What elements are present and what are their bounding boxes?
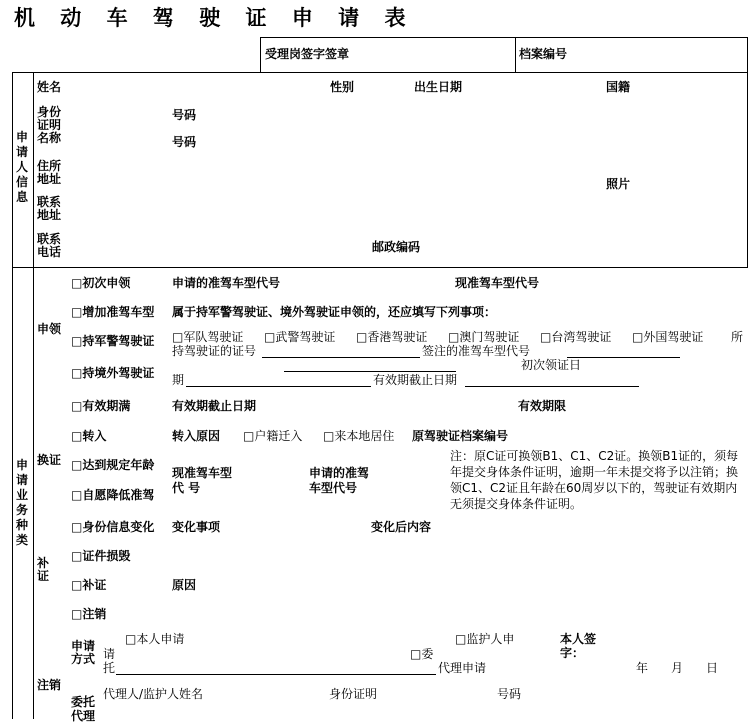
expired-checkbox[interactable]: □有效期满 [71,399,131,413]
first-apply-checkbox[interactable]: □初次申领 [71,276,131,290]
local-residence-checkbox[interactable]: □来本地居住 [323,429,395,443]
number-label-1: 号码 [172,108,197,122]
section-label-divider [33,72,34,719]
reason-label: 原因 [172,578,197,592]
self-sign-label: 本人签字： [560,632,597,660]
reissue-group-label: 补证 [37,556,50,583]
header-mid-line [515,37,516,72]
outer-left-line [12,72,13,719]
commission-checkbox[interactable]: □委 [410,647,434,661]
contact-address-label: 联系地址 [37,195,62,222]
license-type-hongkong[interactable]: □香港驾驶证 [356,330,428,344]
cancel-checkbox[interactable]: □注销 [71,607,107,621]
military-license-checkbox[interactable]: □持军警驾驶证 [71,334,155,348]
id-change-checkbox[interactable]: □身份信息变化 [71,520,155,534]
household-in-checkbox[interactable]: □户籍迁入 [243,429,303,443]
name-label: 姓名 [37,80,62,94]
held-license-no-line [262,357,420,358]
entrust-label-2: 托 [103,661,116,675]
requested-class-label: 申请的准驾车型代号 [172,276,281,290]
valid-until-line [465,386,639,387]
license-type-macau[interactable]: □澳门驾驶证 [448,330,520,344]
voluntary-downgrade-checkbox[interactable]: □自愿降低准驾 [71,488,155,502]
photo-label: 照片 [606,177,631,191]
staff-sign-label: 受理岗签字签章 [265,47,350,61]
valid-period-label: 有效期限 [518,399,567,413]
requested-class-2a-label: 申请的准驾 [309,466,370,480]
header-left-line [260,37,261,72]
day-label: 日 [706,661,719,675]
agent-apply-label: 代理申请 [438,661,487,675]
id-doc-name-label: 身份证明名称 [37,105,62,145]
current-class-2b-label: 代 号 [172,481,201,495]
license-type-taiwan[interactable]: □台湾驾驶证 [540,330,612,344]
current-class-2a-label: 现准驾车型 [172,466,233,480]
applicant-section-label: 申请人信息 [15,130,28,204]
after-change-label: 变化后内容 [371,520,432,534]
endorsed-class-line [567,357,680,358]
self-apply-checkbox[interactable]: □本人申请 [125,632,185,646]
apply-method-label: 申请方式 [71,639,96,666]
transfer-checkbox[interactable]: □转入 [71,429,107,443]
archive-no-label: 档案编号 [519,47,568,61]
outer-right-line [747,37,748,268]
number-label-2: 号码 [172,135,197,149]
year-label: 年 [636,661,649,675]
business-section-label: 申请业务种类 [15,458,28,547]
renew-group-label: 换证 [37,453,62,467]
birth-date-label: 出生日期 [414,80,463,94]
valid-until-label: 有效期截止日期 [373,373,458,387]
original-archive-label: 原驾驶证档案编号 [412,429,509,443]
cancel-group-label: 注销 [37,678,62,692]
add-class-checkbox[interactable]: □增加准驾车型 [71,305,155,319]
foreign-license-checkbox[interactable]: □持境外驾驶证 [71,366,155,380]
entrust-line [116,674,436,675]
agent-section-label: 委托代理 [71,695,96,723]
age-reached-checkbox[interactable]: □达到规定年龄 [71,458,155,472]
first-issue-date-line [186,386,371,387]
postal-code-label: 邮政编码 [372,240,421,254]
downgrade-note: 注：原C证可换领B1、C1、C2证。换领B1证的，须每年提交身体条件证明，逾期一年未提交将予以注销；换领C1、C2证且年龄在60周岁以下的，驾驶证有效期内无须提交身体条件证明。 [450,449,739,511]
endorsed-class-label: 签注的准驾车型代号 [422,344,531,358]
damaged-checkbox[interactable]: □证件损毁 [71,549,131,563]
license-type-army[interactable]: □军队驾驶证 [172,330,244,344]
transfer-reason-label: 转入原因 [172,429,221,443]
nationality-label: 国籍 [606,80,631,94]
guardian-apply-checkbox[interactable]: □监护人申 [455,632,515,646]
agent-id-proof-label: 身份证明 [329,687,378,701]
requested-class-2b-label: 车型代号 [309,481,358,495]
military-note: 属于持军警驾驶证、境外驾驶证申领的，还应填写下列事项： [172,305,497,319]
license-type-armed-police[interactable]: □武警驾驶证 [264,330,336,344]
foreign-license-line [284,371,456,372]
held-license-prefix: 所 [731,330,744,344]
first-issue-date-label-2: 期 [172,373,185,387]
held-license-no-label: 持驾驶证的证号 [172,344,257,358]
first-issue-date-label: 初次领证日 [521,358,582,372]
license-type-foreign[interactable]: □外国驾驶证 [632,330,704,344]
agent-number-label: 号码 [497,687,522,701]
header-top-line [260,37,748,38]
reissue-checkbox[interactable]: □补证 [71,578,107,592]
entrust-label-1: 请 [103,647,116,661]
form-title: 机 动 车 驾 驶 证 申 请 表 [14,5,415,30]
change-item-label: 变化事项 [172,520,221,534]
gender-label: 性别 [330,80,355,94]
phone-label: 联系电话 [37,232,62,259]
section-divider-line [12,267,748,268]
month-label: 月 [671,661,684,675]
current-class-label: 现准驾车型代号 [455,276,540,290]
header-bottom-line [12,72,748,73]
agent-name-label: 代理人/监护人姓名 [103,687,204,701]
apply-group-label: 申领 [37,322,62,336]
valid-until-label-2: 有效期截止日期 [172,399,257,413]
address-label: 住所地址 [37,159,62,186]
